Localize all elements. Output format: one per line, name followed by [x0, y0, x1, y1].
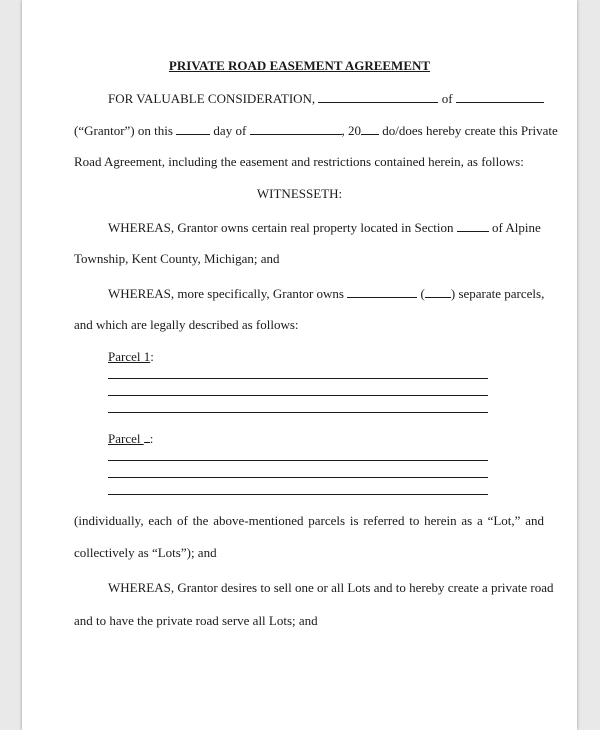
alpine-text: of Alpine: [491, 220, 541, 235]
consideration-blank[interactable]: [318, 90, 438, 103]
whereas-sell-line: WHEREAS, Grantor desires to sell one or all Lots and to hereby create a private road: [108, 580, 554, 595]
separate-parcels-text: separate parcels,: [458, 286, 545, 301]
parcel2-label: Parcel: [108, 431, 144, 446]
section-blank[interactable]: [457, 219, 489, 232]
grantor-name-blank[interactable]: [456, 90, 544, 103]
of-text: of: [441, 91, 453, 106]
parcel2-description-line-1[interactable]: [108, 460, 488, 461]
whereas-specific-line: [108, 285, 544, 302]
close-paren: ): [450, 286, 456, 301]
parcel-count-words-blank[interactable]: [347, 285, 417, 298]
parcel2-description-line-2[interactable]: [108, 477, 488, 478]
parcel2-description-line-3[interactable]: [108, 494, 488, 495]
parcel2-colon: :: [149, 431, 154, 446]
private-road-line: and to have the private road serve all Lots; and: [74, 613, 318, 628]
month-blank[interactable]: [250, 122, 342, 135]
parcel2-label-line: [108, 430, 308, 447]
parcel1-description-line-1[interactable]: [108, 378, 488, 379]
parcel-count-number-blank[interactable]: [425, 285, 451, 298]
document-page: [22, 0, 577, 730]
agreement-intro-line: Road Agreement, including the easement and restrictions contained herein, as follows:: [74, 154, 524, 169]
legally-described-line: and which are legally described as follows:: [74, 317, 299, 332]
parcel1-description-line-2[interactable]: [108, 395, 488, 396]
whereas-owns-text: WHEREAS, Grantor owns certain real property located in Section: [108, 220, 454, 235]
open-paren: (: [420, 286, 425, 301]
parcel1-colon: :: [150, 349, 154, 364]
day-of-text: day of: [213, 123, 247, 138]
create-text: do/does hereby create this Private: [382, 123, 558, 138]
township-line: Township, Kent County, Michigan; and: [74, 251, 280, 266]
whereas-owns-line: [108, 219, 544, 236]
consideration-text: FOR VALUABLE CONSIDERATION,: [108, 91, 316, 106]
document-title: PRIVATE ROAD EASEMENT AGREEMENT: [168, 58, 431, 73]
consideration-line: [108, 90, 548, 107]
grantor-text: (“Grantor”) on this: [74, 123, 173, 138]
day-blank[interactable]: [176, 122, 210, 135]
parcel1-label: Parcel 1: [108, 349, 151, 364]
parcel1-label-line: [108, 349, 308, 365]
year-prefix-text: , 20: [341, 123, 362, 138]
parcel1-description-line-3[interactable]: [108, 412, 488, 413]
collectively-line: collectively as “Lots”); and: [74, 545, 217, 560]
witnesseth-heading: WITNESSETH:: [256, 186, 343, 201]
whereas-specific-text: WHEREAS, more specifically, Grantor owns: [108, 286, 344, 301]
individually-line: (individually, each of the above-mentioned parcels is referred to herein as a “Lot,” and: [74, 513, 544, 528]
year-blank[interactable]: [361, 122, 379, 135]
grantor-date-line: [74, 122, 558, 139]
